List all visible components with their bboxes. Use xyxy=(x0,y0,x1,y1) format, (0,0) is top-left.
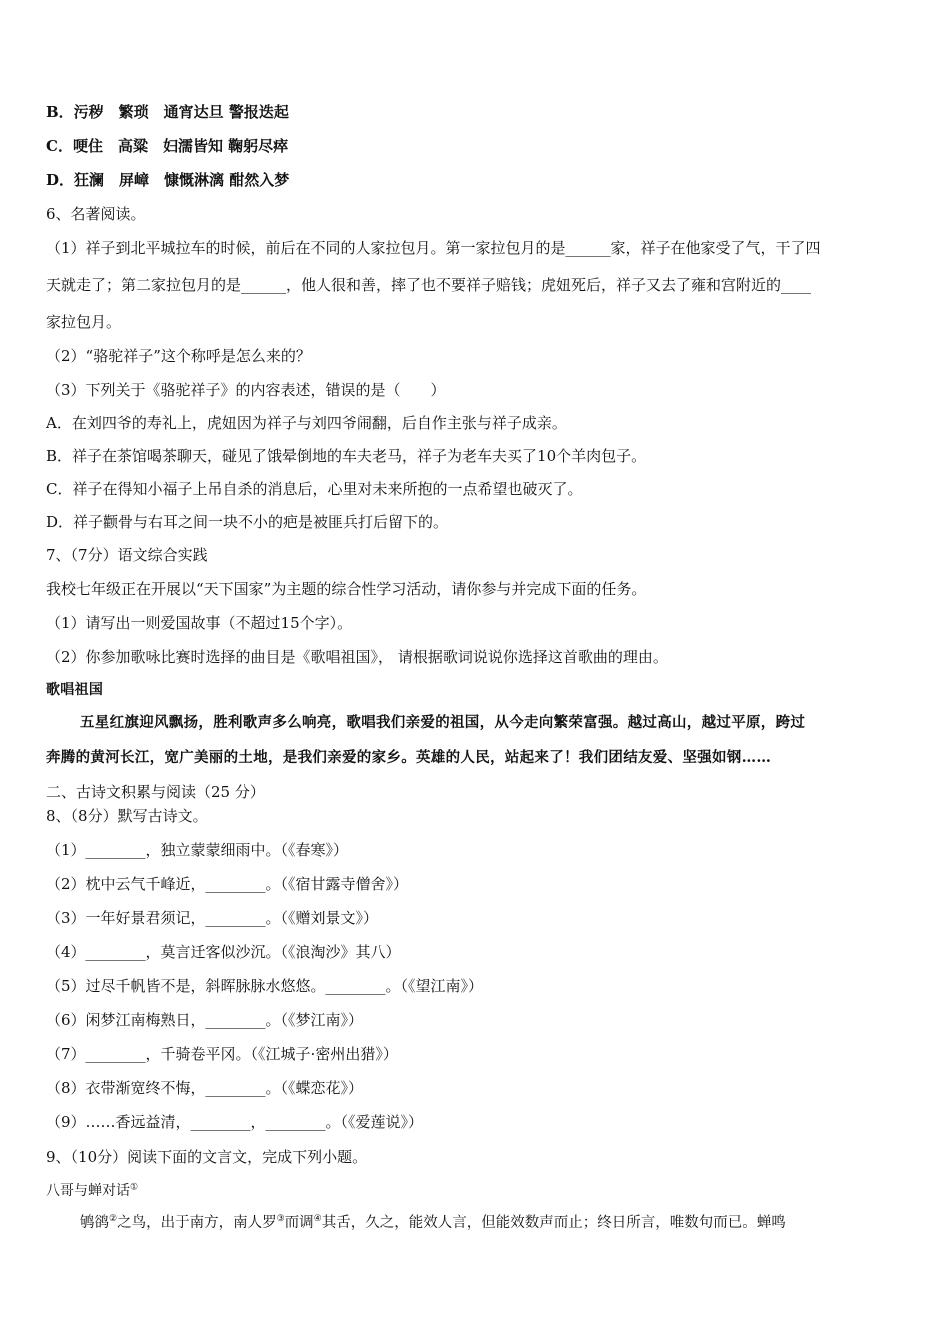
q6-part1-line1: （1）祥子到北平城拉车的时候，前后在不同的人家拉包月。第一家拉包月的是______家，祥子在他家受了气，干了四 xyxy=(46,239,821,257)
q6-part2: （2）“骆驼祥子”这个称呼是怎么来的？ xyxy=(46,347,311,365)
song-title: 歌唱祖国 xyxy=(46,682,104,698)
footnote-2: ② xyxy=(109,1214,118,1225)
q7-intro: 我校七年级正在开展以“天下国家”为主题的综合性学习活动，请你参与并完成下面的任务。 xyxy=(46,580,647,598)
q8-item: （2）枕中云气千峰近，________。（《宿甘露寺僧舍》） xyxy=(46,875,409,893)
q8-title: 8、（8分）默写古诗文。 xyxy=(46,807,208,825)
q7-part1: （1）请写出一则爱国故事（不超过15个字）。 xyxy=(46,614,353,632)
passage-line1 xyxy=(80,1213,910,1233)
lyrics-line2: 奔腾的黄河长江，宽广美丽的土地，是我们亲爱的家乡。英雄的人民，站起来了！我们团结友爱、坚强如钢…… xyxy=(46,749,772,766)
q6-option-b: B．祥子在茶馆喝茶聊天，碰见了饿晕倒地的车夫老马，祥子为老车夫买了10个羊肉包子。 xyxy=(46,447,647,465)
q6-title: 6、名著阅读。 xyxy=(46,205,146,223)
footnote-4: ④ xyxy=(313,1214,322,1225)
q8-item: （9）……香远益清，________，________。（《爱莲说》） xyxy=(46,1113,424,1131)
q7-part2: （2）你参加歌咏比赛时选择的曲目是《歌唱祖国》， 请根据歌词说说你选择这首歌曲的理由。 xyxy=(46,648,668,666)
q8-item: （6）闲梦江南梅熟日，________。（《梦江南》） xyxy=(46,1011,364,1029)
passage-text: 之鸟，出于南方，南人罗 xyxy=(117,1215,277,1231)
q8-item: （8）衣带渐宽终不悔，________。（《蝶恋花》） xyxy=(46,1079,364,1097)
q8-item: （7）________，千骑卷平冈。（《江城子·密州出猎》） xyxy=(46,1045,398,1063)
q8-item: （4）________，莫言迁客似沙沉。（《浪淘沙》其八） xyxy=(46,943,401,961)
q6-option-a: A．在刘四爷的寿礼上，虎妞因为祥子与刘四爷闹翻，后自作主张与祥子成亲。 xyxy=(46,414,567,432)
lyrics-line1: 五星红旗迎风飘扬，胜利歌声多么响亮，歌唱我们亲爱的祖国，从今走向繁荣富强。越过高山，越过平原，跨过 xyxy=(80,714,806,731)
footnote-3: ③ xyxy=(276,1214,285,1225)
q9-title: 9、（10分）阅读下面的文言文，完成下列小题。 xyxy=(46,1148,368,1166)
q6-option-c: C．祥子在得知小福子上吊自杀的消息后，心里对未来所抱的一点希望也破灭了。 xyxy=(46,480,583,498)
passage-title-text: 八哥与蝉对话 xyxy=(46,1183,130,1199)
q7-title: 7、（7分）语文综合实践 xyxy=(46,546,208,564)
q8-item: （3）一年好景君须记，________。（《赠刘景文》） xyxy=(46,909,379,927)
q6-part3: （3）下列关于《骆驼祥子》的内容表述，错误的是（ ） xyxy=(46,381,446,399)
q6-part1-line2: 天就走了；第二家拉包月的是______，他人很和善，摔了也不要祥子赔钱；虎妞死后，祥子又去了雍和宫附近的____ xyxy=(46,276,812,294)
passage-text: 而调 xyxy=(284,1215,314,1231)
section-2-title: 二、古诗文积累与阅读（25 分） xyxy=(46,783,265,801)
option-b: B．污秽 繁琐 通宵达旦 警报迭起 xyxy=(46,103,289,121)
q6-option-d: D．祥子颧骨与右耳之间一块不小的疤是被匪兵打后留下的。 xyxy=(46,513,449,531)
option-d: D．狂澜 屏嶂 慷慨淋漓 酣然入梦 xyxy=(46,171,290,189)
passage-title xyxy=(46,1181,910,1201)
passage-text: 鸲鹆 xyxy=(80,1215,109,1231)
q8-item: （5）过尽千帆皆不是，斜晖脉脉水悠悠。________。（《望江南》） xyxy=(46,977,484,995)
passage-text: 其舌，久之，能效人言，但能效数声而止；终日所言，唯数句而已。蝉鸣 xyxy=(321,1215,786,1231)
option-c: C．哽住 高粱 妇濡皆知 鞠躬尽瘁 xyxy=(46,137,289,155)
footnote-1: ① xyxy=(130,1182,139,1193)
q6-part1-line3: 家拉包月。 xyxy=(46,313,122,331)
q8-item: （1）________，独立蒙蒙细雨中。（《春寒》） xyxy=(46,841,349,859)
